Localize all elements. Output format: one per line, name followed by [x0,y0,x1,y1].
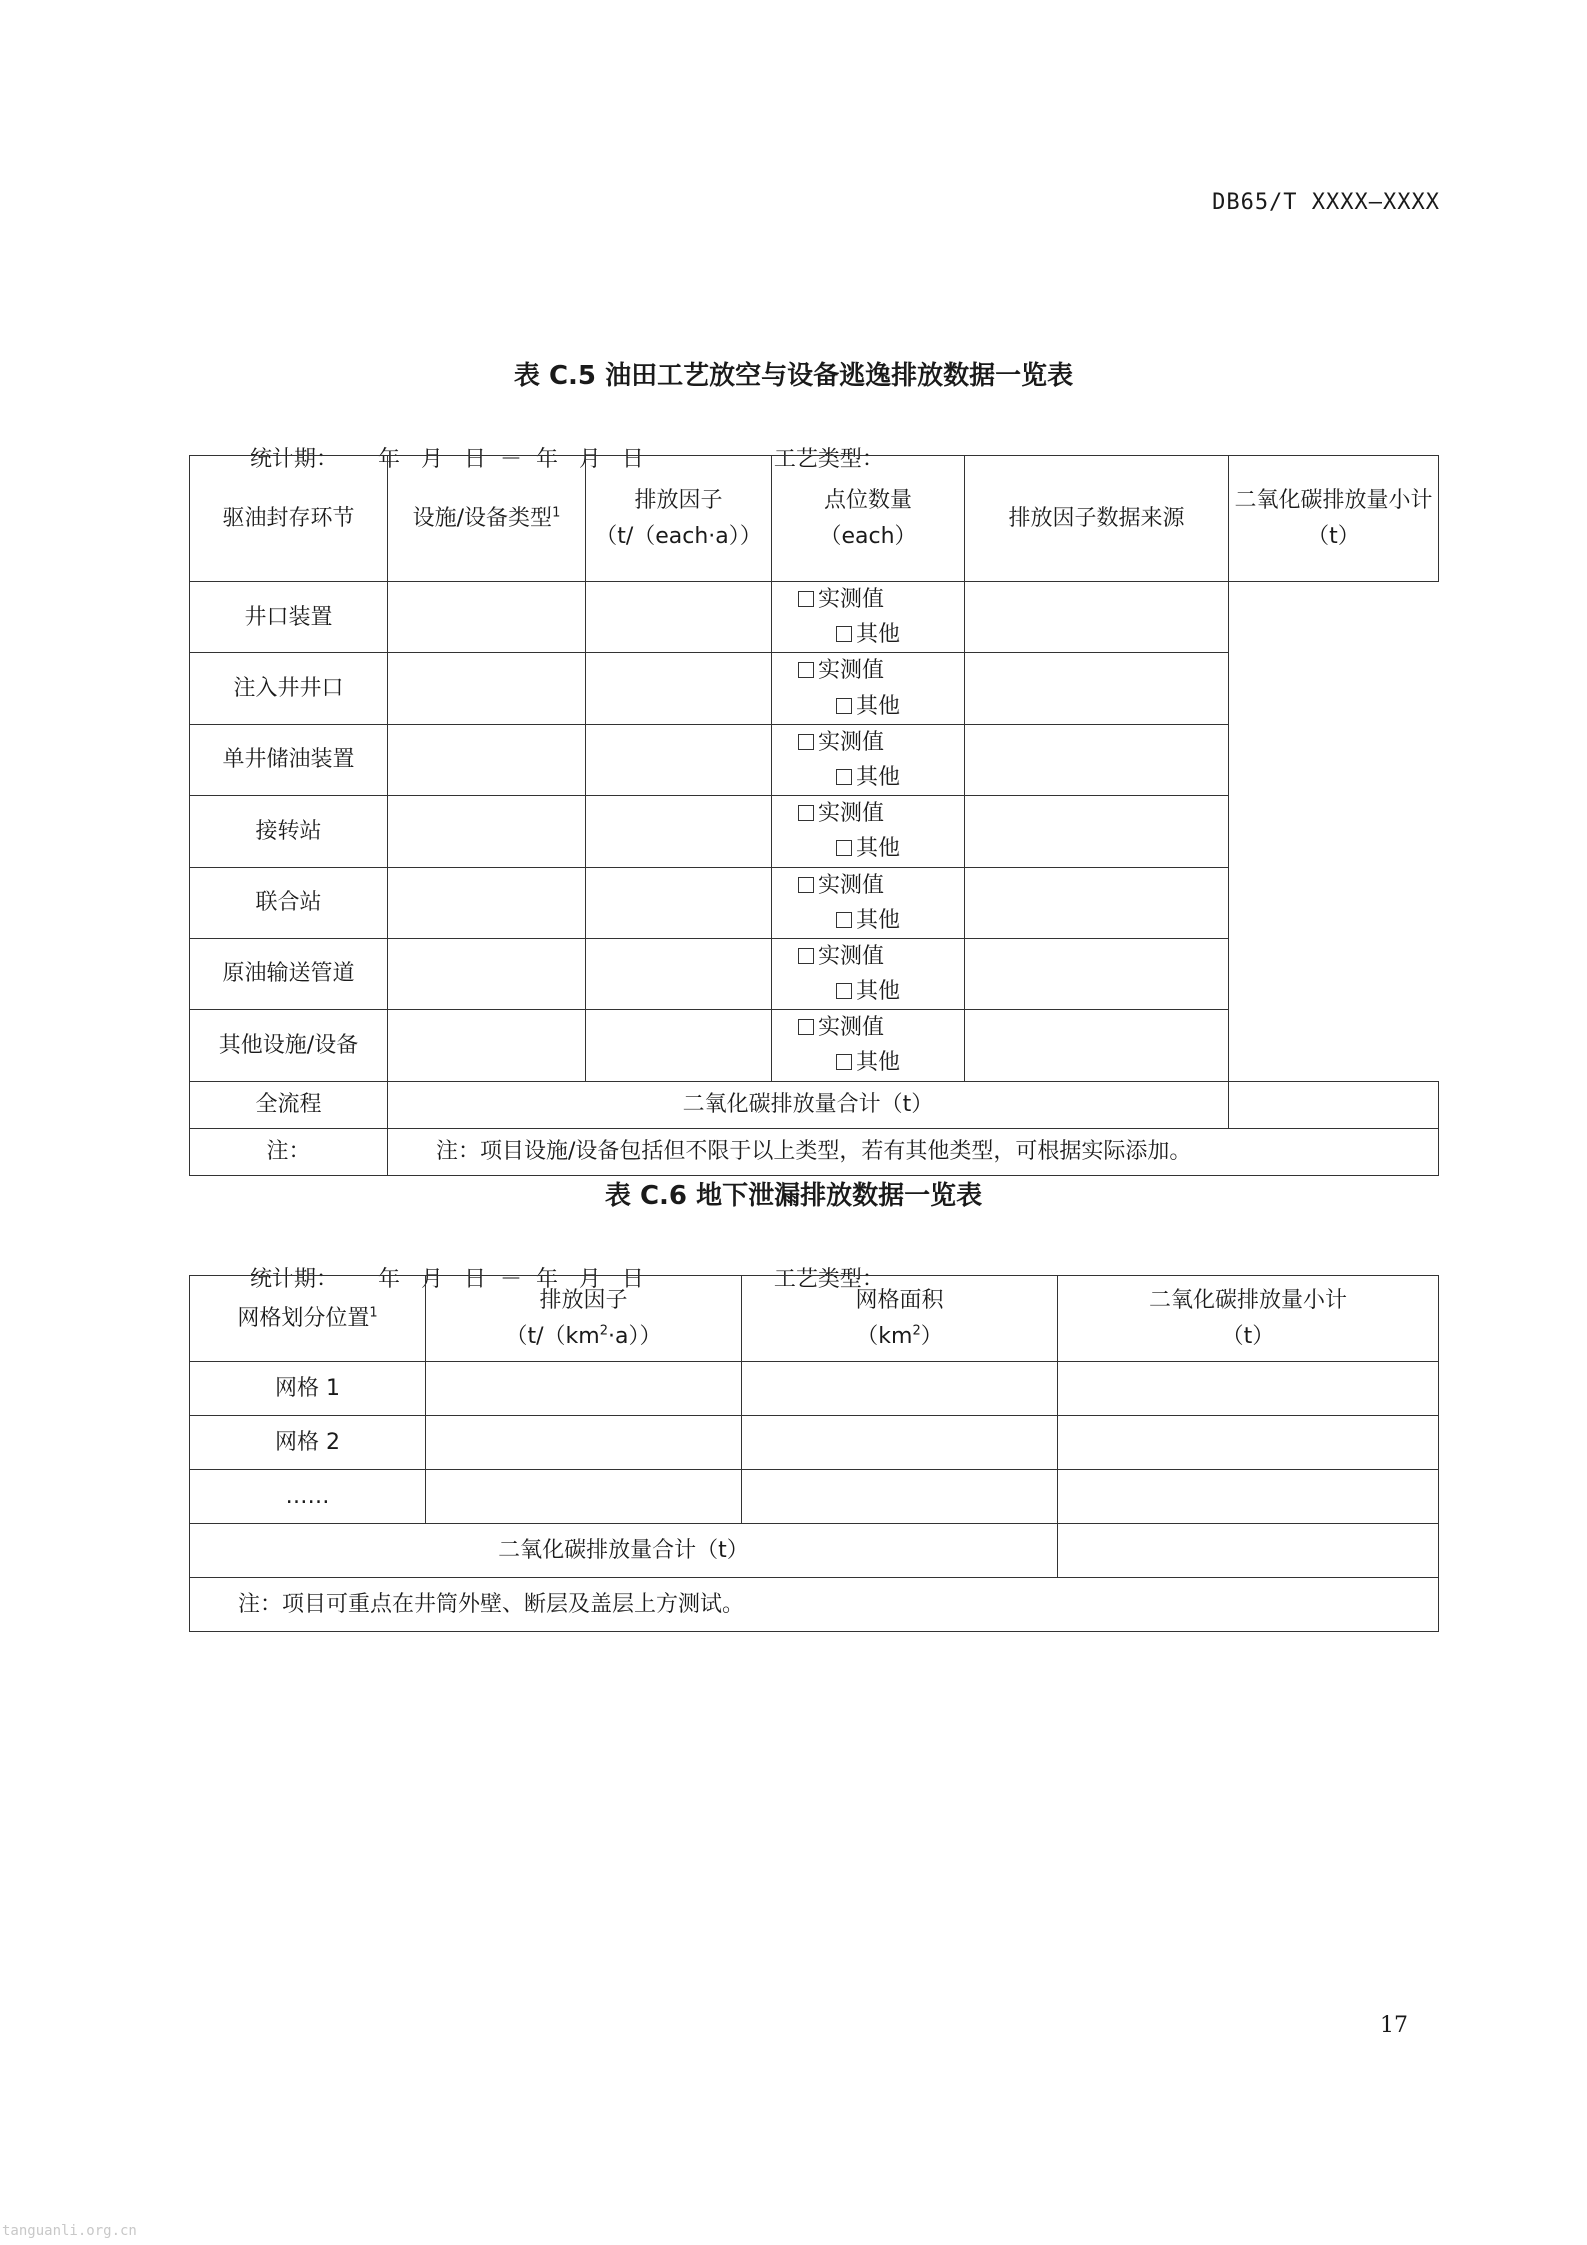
date-range: 年 月 日 － 年 月 日 [378,1267,644,1292]
total-value-cell[interactable] [1229,1081,1439,1128]
total-text: 二氧化碳排放量合计（t） [388,1081,1229,1128]
table-row [190,867,1439,938]
facility-name: 注入井井口 [190,653,388,724]
other-checkbox[interactable]: 其他 [836,831,900,866]
header-grid-area: 网格面积 $(km^2)$ [742,1276,1058,1362]
count-cell[interactable] [586,582,772,653]
table-row [190,1362,1439,1416]
header-point-count: 点位数量 （each） [772,456,965,582]
note-text: 注：项目可重点在井筒外壁、断层及盖层上方测试。 [190,1578,1439,1632]
grid-name: 网格 2 [190,1416,426,1470]
factor-cell[interactable] [388,867,586,938]
page-number: 17 [1380,2013,1408,2038]
factor-cell[interactable] [388,796,586,867]
count-cell[interactable] [586,796,772,867]
factor-cell[interactable] [426,1470,742,1524]
facility-name: 单井储油装置 [190,724,388,795]
subtotal-cell[interactable] [1058,1362,1439,1416]
table-row [190,582,1439,653]
header-data-source: 排放因子数据来源 [965,456,1229,582]
grid-name: 网格 1 [190,1362,426,1416]
factor-cell[interactable] [388,1010,586,1081]
header-emission-factor: 排放因子 （t/（each·a）） [586,456,772,582]
process-type-label: 工艺类型： [773,1267,884,1292]
source-cell [772,938,965,1009]
period-label: 统计期： [250,447,339,472]
checkbox-icon [798,734,814,750]
checkbox-icon [836,626,852,642]
table-row [190,796,1439,867]
count-cell[interactable] [586,867,772,938]
table5 [189,455,1439,1176]
date-range: 年 月 日 － 年 月 日 [378,447,644,472]
count-cell[interactable] [586,1010,772,1081]
table-row [190,1470,1439,1524]
factor-cell[interactable] [426,1416,742,1470]
watermark: tanguanli.org.cn [2,2223,137,2239]
checkbox-icon [798,1019,814,1035]
checkbox-icon [836,1054,852,1070]
other-checkbox[interactable]: 其他 [836,903,900,938]
measured-checkbox[interactable]: 实测值 [798,868,938,903]
source-cell [772,1010,965,1081]
subtotal-cell[interactable] [965,582,1229,653]
header-emission-factor: 排放因子 $(t/(km^2\cdot a))$ [426,1276,742,1362]
checkbox-icon [798,662,814,678]
facility-name: 接转站 [190,796,388,867]
checkbox-icon [836,840,852,856]
checkbox-icon [836,769,852,785]
area-cell[interactable] [742,1416,1058,1470]
document-code: DB65/T XXXX—XXXX [1212,190,1440,215]
measured-checkbox[interactable]: 实测值 [798,796,938,831]
note-label: 注： [190,1128,388,1175]
table6 [189,1275,1439,1632]
header-subtotal: 二氧化碳排放量小计 （t） [1229,456,1439,582]
checkbox-icon [798,591,814,607]
facility-name: 井口装置 [190,582,388,653]
total-text: 二氧化碳排放量合计（t） [190,1524,1058,1578]
checkbox-icon [798,877,814,893]
other-checkbox[interactable]: 其他 [836,974,900,1009]
source-cell [772,582,965,653]
checkbox-icon [836,983,852,999]
table-row [190,653,1439,724]
subtotal-cell[interactable] [965,796,1229,867]
count-cell[interactable] [586,938,772,1009]
table-row [190,1010,1439,1081]
stage-cell: 驱油封存环节 [190,456,388,582]
subtotal-cell[interactable] [965,724,1229,795]
measured-checkbox[interactable]: 实测值 [798,582,938,617]
area-cell[interactable] [742,1470,1058,1524]
other-checkbox[interactable]: 其他 [836,1045,900,1080]
total-value-cell[interactable] [1058,1524,1439,1578]
header-facility-type: 设施/设备类型$^1$ [388,456,586,582]
count-cell[interactable] [586,653,772,724]
process-type-label: 工艺类型： [773,447,884,472]
period-label: 统计期： [250,1267,339,1292]
factor-cell[interactable] [388,724,586,795]
checkbox-icon [798,948,814,964]
header-subtotal: 二氧化碳排放量小计 （t） [1058,1276,1439,1362]
checkbox-icon [836,698,852,714]
source-cell [772,724,965,795]
factor-cell[interactable] [426,1362,742,1416]
subtotal-cell[interactable] [1058,1416,1439,1470]
factor-cell[interactable] [388,582,586,653]
checkbox-icon [836,912,852,928]
measured-checkbox[interactable]: 实测值 [798,653,938,688]
measured-checkbox[interactable]: 实测值 [798,725,938,760]
other-checkbox[interactable]: 其他 [836,760,900,795]
table6-title: 表 C.6 地下泄漏排放数据一览表 [604,1181,983,1211]
table5-title: 表 C.5 油田工艺放空与设备逃逸排放数据一览表 [513,361,1074,391]
facility-name: 原油输送管道 [190,938,388,1009]
subtotal-cell[interactable] [965,1010,1229,1081]
table-row [190,938,1439,1009]
subtotal-cell[interactable] [965,938,1229,1009]
total-label: 全流程 [190,1081,388,1128]
subtotal-cell[interactable] [965,653,1229,724]
subtotal-cell[interactable] [965,867,1229,938]
other-checkbox[interactable]: 其他 [836,617,900,652]
area-cell[interactable] [742,1362,1058,1416]
facility-name: 其他设施/设备 [190,1010,388,1081]
measured-checkbox[interactable]: 实测值 [798,1010,938,1045]
source-cell [772,653,965,724]
source-cell [772,796,965,867]
measured-checkbox[interactable]: 实测值 [798,939,938,974]
grid-name: …… [190,1470,426,1524]
header-grid-position: 网格划分位置$^1$ [190,1276,426,1362]
note-text: 注：项目设施/设备包括但不限于以上类型，若有其他类型，可根据实际添加。 [388,1128,1439,1175]
facility-name: 联合站 [190,867,388,938]
source-cell [772,867,965,938]
table-row [190,724,1439,795]
table-row [190,1416,1439,1470]
other-checkbox[interactable]: 其他 [836,689,900,724]
factor-cell[interactable] [388,938,586,1009]
factor-cell[interactable] [388,653,586,724]
checkbox-icon [798,805,814,821]
subtotal-cell[interactable] [1058,1470,1439,1524]
count-cell[interactable] [586,724,772,795]
